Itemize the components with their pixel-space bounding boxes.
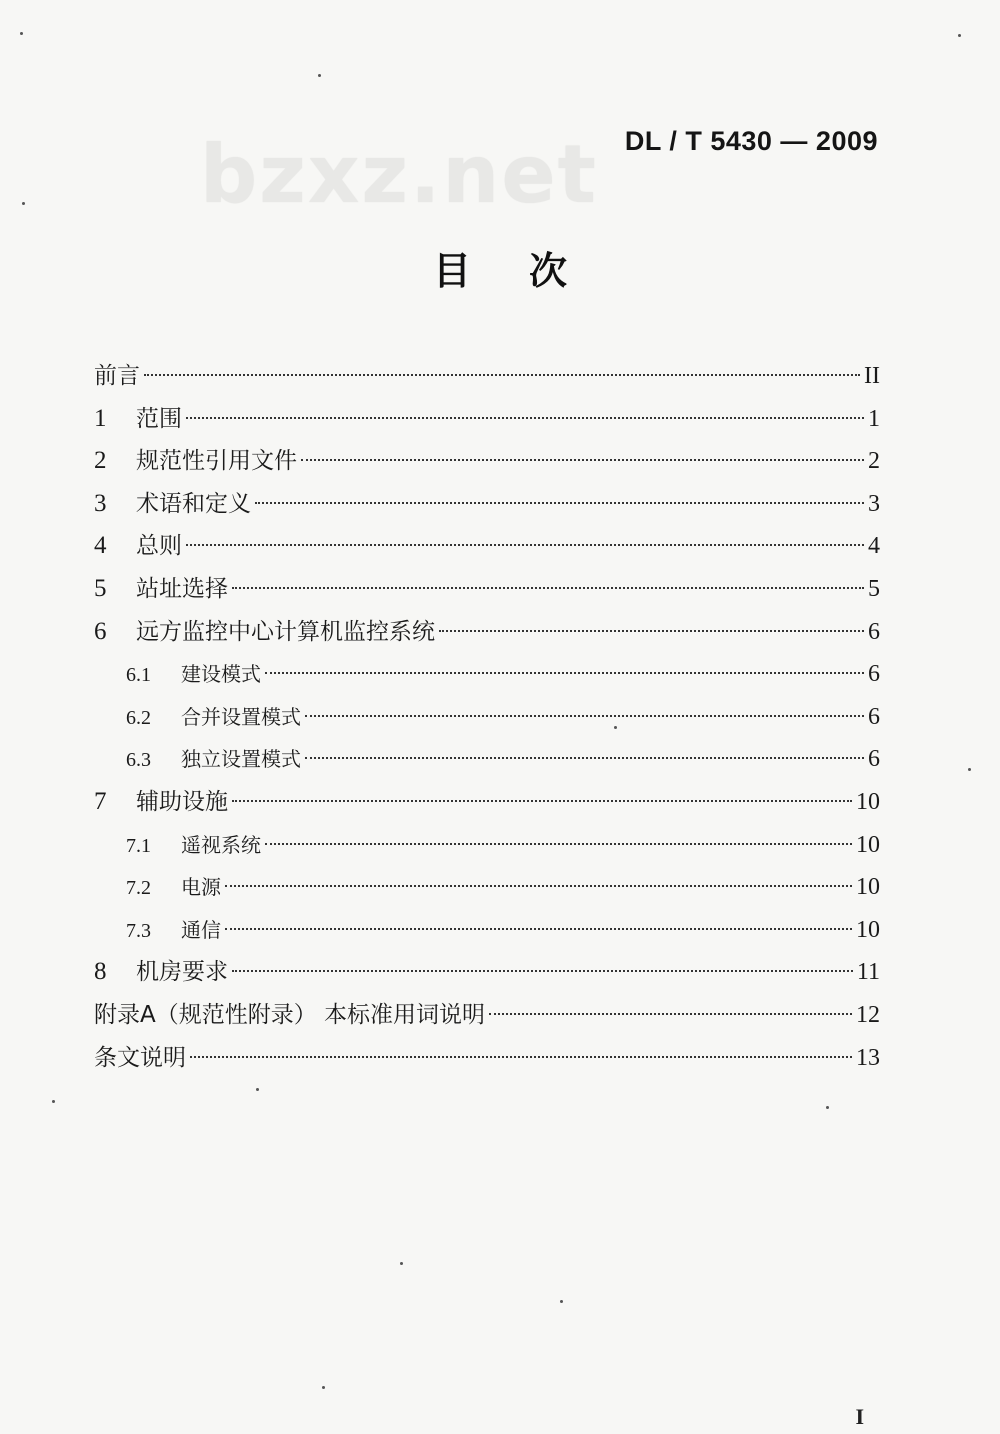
dot-leader [232,800,852,802]
toc-section-label: 术语和定义 [136,490,251,517]
toc-section-number: 3 [94,489,107,517]
toc-page-number: 10 [856,831,880,858]
toc-entry-text [94,355,140,398]
toc-page-number: 12 [856,1001,880,1028]
scan-speck [614,726,617,729]
toc-entry[interactable] [94,483,880,526]
toc-section-number: 7.2 [126,877,151,900]
dot-leader [305,757,864,759]
document-code: DL / T 5430 — 2009 [624,126,878,156]
toc-section-label: 建设模式 [181,662,261,687]
toc-entry[interactable] [94,951,880,994]
dot-leader [186,417,864,419]
toc-entry-text [94,909,221,953]
scan-speck [560,1300,563,1303]
toc-section-number: 7.3 [126,919,151,942]
toc-section-label: 站址选择 [136,575,228,602]
toc-page-number: 11 [856,959,880,986]
toc-page-number: 2 [868,448,880,475]
toc-section-number: 1 [94,404,107,432]
toc-section-label: 电源 [181,875,221,900]
toc-entry[interactable] [94,909,880,952]
toc-section-label: 合并设置模式 [181,704,301,729]
toc-entry[interactable] [94,781,880,824]
toc-section-label: 范围 [136,405,182,432]
toc-page-number: II [864,363,880,389]
toc-section-label: 条文说明 [94,1044,186,1071]
toc-section-label: 远方监控中心计算机监控系统 [136,618,435,645]
toc-section-number: 2 [94,447,107,475]
toc-entry-text [94,568,228,611]
toc-page-number: 5 [868,575,880,602]
page-folio: I [855,1404,864,1429]
toc-entry[interactable] [94,696,880,739]
watermark: bzxz.net [200,128,598,221]
toc-entry[interactable] [94,994,880,1037]
toc-entry-text [94,866,221,910]
dot-leader [255,502,864,504]
toc-entry[interactable] [94,738,880,781]
toc-section-label: 通信 [181,917,221,942]
toc-page-number: 3 [868,490,880,517]
toc-page-number: 6 [868,746,880,773]
toc-entry[interactable] [94,611,880,654]
toc-entry[interactable] [94,568,880,611]
dot-leader [489,1013,852,1015]
scan-speck [256,1088,259,1091]
toc-page-number: 6 [868,661,880,688]
toc-entry-text [94,611,435,654]
toc-page-number: 6 [868,703,880,730]
toc-entry-text [94,738,301,782]
toc-entry[interactable] [94,525,880,568]
dot-leader [265,672,864,674]
scan-speck [20,32,23,35]
toc-section-number: 5 [94,574,107,602]
dot-leader [144,374,860,376]
toc-page-number: 10 [856,874,880,901]
dot-leader [301,459,864,461]
toc-section-number: 6.3 [126,749,151,772]
toc-section-label: 机房要求 [136,959,228,986]
toc-page-number: 1 [868,405,880,432]
dot-leader [439,630,864,632]
table-of-contents [94,355,880,1079]
toc-section-label: 规范性引用文件 [136,448,297,475]
toc-entry[interactable] [94,866,880,909]
scan-speck [400,1262,403,1265]
toc-entry-text [94,951,228,994]
toc-section-label: 附录A（规范性附录） 本标准用词说明 [94,1001,486,1028]
toc-entry[interactable] [94,824,880,867]
toc-page-number: 10 [856,916,880,943]
toc-section-number: 6.2 [126,706,151,729]
toc-section-label: 辅助设施 [136,788,228,815]
toc-entry[interactable] [94,355,880,398]
toc-section-number: 4 [94,532,107,560]
toc-entry-text [94,1037,186,1080]
toc-section-label: 独立设置模式 [181,747,301,772]
toc-page-number: 6 [868,618,880,645]
toc-page-number: 4 [868,533,880,560]
scan-speck [52,1100,55,1103]
toc-section-label: 前言 [94,363,140,389]
toc-entry-text [94,525,182,568]
toc-section-number: 8 [94,958,107,986]
toc-entry-text [94,653,261,697]
dot-leader [190,1056,852,1058]
toc-entry[interactable] [94,1037,880,1080]
toc-entry-text [94,824,261,868]
dot-leader [265,843,852,845]
dot-leader [232,587,864,589]
dot-leader [305,715,864,717]
toc-entry[interactable] [94,653,880,696]
toc-entry-text [94,781,228,824]
scan-speck [322,1386,325,1389]
toc-page-number: 10 [856,788,880,815]
toc-entry-text [94,696,301,740]
toc-page-number: 13 [856,1044,880,1071]
dot-leader [225,885,852,887]
toc-section-number: 7.1 [126,834,151,857]
dot-leader [232,970,853,972]
scan-speck [968,768,971,771]
toc-section-number: 7 [94,787,107,815]
toc-section-number: 6 [94,617,107,645]
toc-section-number: 6.1 [126,664,151,687]
toc-section-label: 遥视系统 [181,832,261,857]
dot-leader [225,928,852,930]
scan-speck [826,1106,829,1109]
scan-speck [22,202,25,205]
toc-section-label: 总则 [136,533,182,560]
toc-entry-text [94,440,297,483]
scan-speck [958,34,961,37]
toc-entry-text [94,994,485,1037]
toc-entry-text [94,398,182,441]
toc-entry[interactable] [94,440,880,483]
page-title: 目次 [432,249,625,293]
toc-entry-text [94,483,251,526]
toc-entry[interactable] [94,398,880,441]
scan-speck [318,74,321,77]
dot-leader [186,544,864,546]
